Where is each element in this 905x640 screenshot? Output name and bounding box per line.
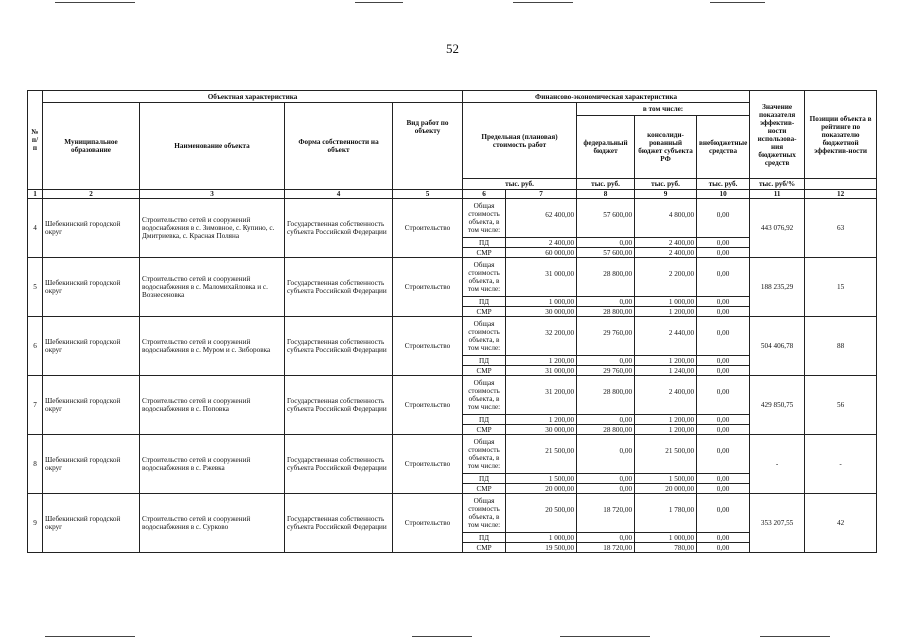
bottom-edge-line — [760, 636, 830, 637]
header-object: Наименование объекта — [140, 103, 285, 190]
row-work-type: Строительство — [393, 317, 463, 376]
line-label: СМР — [463, 307, 506, 317]
line-extra: 0,00 — [697, 543, 750, 553]
row-work-type: Строительство — [393, 199, 463, 258]
row-indicator: 429 850,75 — [750, 376, 805, 435]
colnum-1: 1 — [28, 190, 43, 199]
line-federal: 18 720,00 — [577, 494, 635, 533]
header-consolidated: консолиди-рованный бюджет субъекта РФ — [635, 116, 697, 179]
bottom-edge-line — [45, 636, 135, 637]
line-federal: 29 760,00 — [577, 366, 635, 376]
header-rating: Позиции объекта в рейтинге по показателю бюджетной эффектив-ности — [805, 91, 877, 179]
line-extra: 0,00 — [697, 199, 750, 238]
header-extra: внебюджетные средства — [697, 116, 750, 179]
line-label: ПД — [463, 533, 506, 543]
row-object-name: Строительство сетей и сооружений водоснабжения в с. Зимовное, с. Купино, с. Дмитриевка, с. Красная Поляна — [140, 199, 285, 258]
header-ownership: Форма собственности на объект — [285, 103, 393, 190]
line-label: СМР — [463, 543, 506, 553]
row-indicator: - — [750, 435, 805, 494]
line-extra: 0,00 — [697, 415, 750, 425]
line-extra: 0,00 — [697, 376, 750, 415]
unit-federal: тыс. руб. — [577, 179, 635, 190]
line-cost: 31 000,00 — [506, 366, 577, 376]
top-edge-line — [710, 2, 765, 3]
line-federal: 57 600,00 — [577, 248, 635, 258]
colnum-8: 8 — [577, 190, 635, 199]
line-cost: 21 500,00 — [506, 435, 577, 474]
line-federal: 18 720,00 — [577, 543, 635, 553]
line-federal: 57 600,00 — [577, 199, 635, 238]
line-federal: 28 800,00 — [577, 258, 635, 297]
line-cost: 1 000,00 — [506, 297, 577, 307]
table-row — [28, 317, 877, 356]
line-extra: 0,00 — [697, 307, 750, 317]
table-row — [28, 258, 877, 297]
header-no: № п/п — [28, 91, 43, 190]
line-consolidated: 20 000,00 — [635, 484, 697, 494]
line-extra: 0,00 — [697, 435, 750, 474]
header-group-finance: Финансово-экономическая характеристика — [463, 91, 750, 103]
line-label: ПД — [463, 356, 506, 366]
line-cost: 1 000,00 — [506, 533, 577, 543]
line-cost: 1 500,00 — [506, 474, 577, 484]
line-cost: 1 200,00 — [506, 356, 577, 366]
line-federal: 0,00 — [577, 356, 635, 366]
line-federal: 0,00 — [577, 415, 635, 425]
row-ownership: Государственная собственность субъекта Российской Федерации — [285, 258, 393, 317]
row-municipality: Шебекинский городской округ — [43, 435, 140, 494]
objects-table — [27, 90, 877, 553]
line-extra: 0,00 — [697, 474, 750, 484]
row-number: 8 — [28, 435, 43, 494]
line-cost: 32 200,00 — [506, 317, 577, 356]
line-extra: 0,00 — [697, 356, 750, 366]
line-cost: 19 500,00 — [506, 543, 577, 553]
unit-rating-empty — [805, 179, 877, 190]
line-cost: 31 200,00 — [506, 376, 577, 415]
top-edge-line — [513, 2, 573, 3]
line-federal: 28 800,00 — [577, 376, 635, 415]
line-consolidated: 1 780,00 — [635, 494, 697, 533]
header-municipality: Муниципальное образование — [43, 103, 140, 190]
line-consolidated: 1 500,00 — [635, 474, 697, 484]
line-label: ПД — [463, 474, 506, 484]
bottom-edge-line — [560, 636, 650, 637]
line-cost: 1 200,00 — [506, 415, 577, 425]
row-municipality: Шебекинский городской округ — [43, 258, 140, 317]
colnum-9: 9 — [635, 190, 697, 199]
top-edge-line — [55, 2, 135, 3]
unit-consolidated: тыс. руб. — [635, 179, 697, 190]
row-work-type: Строительство — [393, 435, 463, 494]
line-label: СМР — [463, 484, 506, 494]
row-number: 4 — [28, 199, 43, 258]
row-number: 5 — [28, 258, 43, 317]
row-object-name: Строительство сетей и сооружений водоснабжения в с. Маломихайловка и с. Вознесеновка — [140, 258, 285, 317]
colnum-10: 10 — [697, 190, 750, 199]
line-federal: 0,00 — [577, 533, 635, 543]
row-municipality: Шебекинский городской округ — [43, 376, 140, 435]
line-cost: 30 000,00 — [506, 307, 577, 317]
header-federal: федеральный бюджет — [577, 116, 635, 179]
colnum-7: 7 — [506, 190, 577, 199]
line-label: СМР — [463, 366, 506, 376]
line-label: СМР — [463, 248, 506, 258]
table-row — [28, 494, 877, 533]
header-cost: Предельная (плановая) стоимость работ — [463, 103, 577, 179]
line-cost: 62 400,00 — [506, 199, 577, 238]
colnum-11: 11 — [750, 190, 805, 199]
colnum-5: 5 — [393, 190, 463, 199]
row-rating: 42 — [805, 494, 877, 553]
row-number: 9 — [28, 494, 43, 553]
line-federal: 0,00 — [577, 474, 635, 484]
row-work-type: Строительство — [393, 376, 463, 435]
row-work-type: Строительство — [393, 494, 463, 553]
line-label: Общая стоимость объекта, в том числе: — [463, 435, 506, 474]
line-federal: 0,00 — [577, 484, 635, 494]
line-extra: 0,00 — [697, 484, 750, 494]
line-consolidated: 2 400,00 — [635, 248, 697, 258]
colnum-12: 12 — [805, 190, 877, 199]
row-indicator: 188 235,29 — [750, 258, 805, 317]
row-indicator: 504 406,78 — [750, 317, 805, 376]
row-number: 6 — [28, 317, 43, 376]
line-extra: 0,00 — [697, 297, 750, 307]
line-federal: 29 760,00 — [577, 317, 635, 356]
line-cost: 20 000,00 — [506, 484, 577, 494]
row-indicator: 353 207,55 — [750, 494, 805, 553]
line-extra: 0,00 — [697, 425, 750, 435]
line-consolidated: 2 400,00 — [635, 376, 697, 415]
line-consolidated: 2 440,00 — [635, 317, 697, 356]
row-work-type: Строительство — [393, 258, 463, 317]
line-federal: 28 800,00 — [577, 425, 635, 435]
row-municipality: Шебекинский городской округ — [43, 494, 140, 553]
line-extra: 0,00 — [697, 258, 750, 297]
colnum-4: 4 — [285, 190, 393, 199]
row-rating: 63 — [805, 199, 877, 258]
row-ownership: Государственная собственность субъекта Российской Федерации — [285, 376, 393, 435]
line-label: Общая стоимость объекта, в том числе: — [463, 258, 506, 297]
row-rating: 56 — [805, 376, 877, 435]
colnum-2: 2 — [43, 190, 140, 199]
page-number: 52 — [446, 41, 459, 56]
line-consolidated: 4 800,00 — [635, 199, 697, 238]
line-consolidated: 2 400,00 — [635, 238, 697, 248]
line-label: Общая стоимость объекта, в том числе: — [463, 199, 506, 238]
unit-cost: тыс. руб. — [463, 179, 577, 190]
line-consolidated: 1 200,00 — [635, 307, 697, 317]
line-consolidated: 1 000,00 — [635, 297, 697, 307]
line-consolidated: 2 200,00 — [635, 258, 697, 297]
line-label: ПД — [463, 415, 506, 425]
line-cost: 20 500,00 — [506, 494, 577, 533]
row-municipality: Шебекинский городской округ — [43, 199, 140, 258]
line-federal: 0,00 — [577, 297, 635, 307]
line-label: Общая стоимость объекта, в том числе: — [463, 494, 506, 533]
line-cost: 60 000,00 — [506, 248, 577, 258]
header-group-object: Объектная характеристика — [43, 91, 463, 103]
row-number: 7 — [28, 376, 43, 435]
unit-indicator: тыс. руб/% — [750, 179, 805, 190]
line-consolidated: 780,00 — [635, 543, 697, 553]
row-rating: 15 — [805, 258, 877, 317]
line-consolidated: 1 200,00 — [635, 425, 697, 435]
row-indicator: 443 076,92 — [750, 199, 805, 258]
line-extra: 0,00 — [697, 317, 750, 356]
row-object-name: Строительство сетей и сооружений водоснабжения в с. Ржевка — [140, 435, 285, 494]
header-work-type: Вид работ по объекту — [393, 103, 463, 190]
table-row — [28, 199, 877, 238]
line-label: СМР — [463, 425, 506, 435]
line-cost: 2 400,00 — [506, 238, 577, 248]
row-rating: 88 — [805, 317, 877, 376]
line-extra: 0,00 — [697, 533, 750, 543]
line-consolidated: 1 200,00 — [635, 415, 697, 425]
line-extra: 0,00 — [697, 248, 750, 258]
line-consolidated: 1 240,00 — [635, 366, 697, 376]
row-ownership: Государственная собственность субъекта Российской Федерации — [285, 435, 393, 494]
row-object-name: Строительство сетей и сооружений водоснабжения в с. Муром и с. Зиборовка — [140, 317, 285, 376]
row-municipality: Шебекинский городской округ — [43, 317, 140, 376]
line-cost: 31 000,00 — [506, 258, 577, 297]
bottom-edge-line — [412, 636, 472, 637]
row-ownership: Государственная собственность субъекта Российской Федерации — [285, 199, 393, 258]
line-label: Общая стоимость объекта, в том числе: — [463, 317, 506, 356]
line-extra: 0,00 — [697, 238, 750, 248]
top-edge-line — [355, 2, 403, 3]
unit-extra: тыс. руб. — [697, 179, 750, 190]
table-row — [28, 376, 877, 415]
line-label: ПД — [463, 238, 506, 248]
line-label: ПД — [463, 297, 506, 307]
colnum-6: 6 — [463, 190, 506, 199]
line-consolidated: 1 000,00 — [635, 533, 697, 543]
header-including: в том числе: — [577, 103, 750, 116]
line-extra: 0,00 — [697, 366, 750, 376]
colnum-3: 3 — [140, 190, 285, 199]
line-consolidated: 1 200,00 — [635, 356, 697, 366]
row-object-name: Строительство сетей и сооружений водоснабжения в с. Поповка — [140, 376, 285, 435]
row-object-name: Строительство сетей и сооружений водоснабжения в с. Сурково — [140, 494, 285, 553]
row-ownership: Государственная собственность субъекта Российской Федерации — [285, 317, 393, 376]
table-row — [28, 435, 877, 474]
row-ownership: Государственная собственность субъекта Российской Федерации — [285, 494, 393, 553]
line-consolidated: 21 500,00 — [635, 435, 697, 474]
line-federal: 0,00 — [577, 435, 635, 474]
line-label: Общая стоимость объекта, в том числе: — [463, 376, 506, 415]
header-indicator: Значение показателя эффектив-ности использова-ния бюджетных средств — [750, 91, 805, 179]
row-rating: - — [805, 435, 877, 494]
line-extra: 0,00 — [697, 494, 750, 533]
line-federal: 28 800,00 — [577, 307, 635, 317]
line-cost: 30 000,00 — [506, 425, 577, 435]
line-federal: 0,00 — [577, 238, 635, 248]
